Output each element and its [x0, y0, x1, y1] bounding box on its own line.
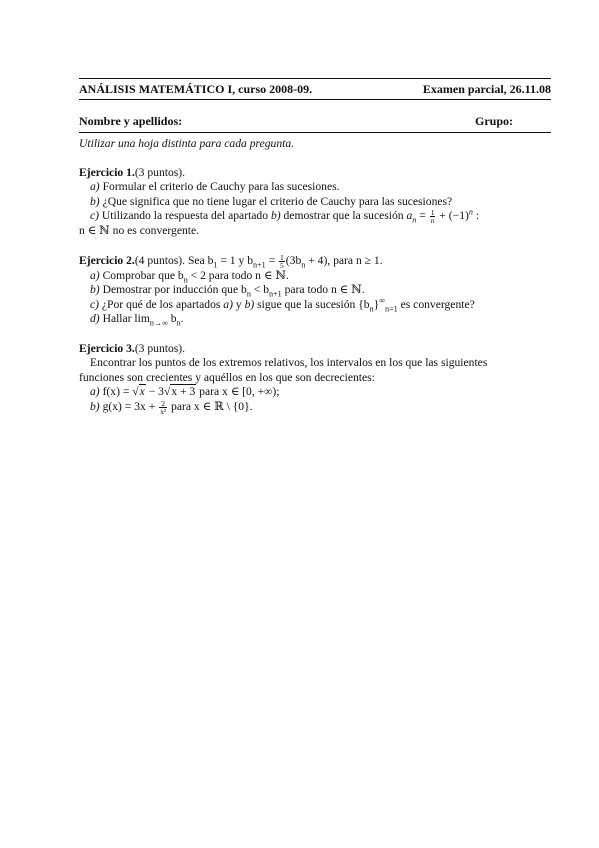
exercise-3-part-b [79, 400, 551, 415]
part-d-text: . [180, 312, 184, 325]
exercise-2-part-a [79, 269, 551, 284]
exercise-3-intro-line2: funciones son crecientes y aquéllos en los que son decrecientes: [79, 370, 375, 384]
fraction-denominator: x² [160, 406, 167, 416]
part-d-sub: n [176, 318, 181, 328]
fraction-numerator: 1 [430, 208, 435, 217]
part-c-sub: n=1 [385, 303, 398, 313]
fraction [159, 400, 167, 415]
group-label: Grupo: [474, 114, 513, 128]
part-a-text: < 2 para todo n ∈ ℕ. [187, 268, 289, 282]
fraction-denominator: 5 [280, 260, 284, 270]
course-title: ANÁLISIS MATEMÁTICO I, curso 2008-09. [79, 82, 313, 96]
part-b-letter: b) [90, 194, 100, 208]
part-a-text: − 3√ [145, 385, 171, 398]
part-b-text: < b [250, 283, 270, 296]
exercise-3-title: Ejercicio 3. [79, 341, 135, 355]
part-d-text: Hallar lim [99, 312, 150, 325]
formula-exponent: n [468, 207, 473, 217]
exercise-2 [79, 254, 551, 327]
exercise-3-intro-line1 [79, 356, 551, 371]
exam-content [79, 78, 551, 415]
exam-date: Examen parcial, 26.11.08 [422, 82, 551, 96]
part-c-text: Utilizando la respuesta del apartado [99, 209, 271, 223]
sqrt-radicand: x [139, 385, 145, 398]
part-a-letter: a) [90, 180, 100, 193]
exercise-2-title: Ejercicio 2. [79, 253, 135, 267]
name-row [79, 100, 551, 132]
exercise-2-heading [79, 254, 551, 269]
part-c-text: es convergente? [397, 297, 475, 311]
fraction-numerator: 2 [159, 400, 167, 408]
intro-sub: n [301, 259, 306, 269]
part-c-text: y [232, 297, 245, 311]
exercise-1-part-a [79, 180, 551, 195]
part-b-sub: n+1 [269, 289, 282, 299]
part-b-sub: n [246, 289, 251, 299]
exercise-3-part-a [79, 385, 551, 400]
intro-text: Sea b [185, 253, 214, 267]
part-c-reference: a) [223, 297, 233, 311]
part-b-text: ¿Que significa que no tiene lugar el criterio de Cauchy para las sucesiones? [99, 194, 453, 208]
exercise-1-part-c [79, 209, 551, 224]
part-c-letter: c) [90, 209, 100, 223]
exercise-3-points: (3 puntos). [134, 341, 186, 355]
bottom-rule [79, 132, 551, 133]
part-a-text: para x ∈ [0, +∞); [196, 385, 280, 398]
part-c-reference: b) [244, 297, 255, 311]
part-a-sub: n [183, 274, 188, 284]
part-d-text: b [167, 312, 177, 325]
part-a-letter: a) [90, 268, 100, 282]
exercise-2-points: (4 puntos). [134, 253, 186, 267]
formula-colon: : [472, 209, 480, 223]
part-b-text: g(x) = 3x + [99, 399, 159, 413]
part-b-text: Demostrar por inducción que b [99, 283, 247, 296]
part-b-letter: b) [90, 399, 100, 413]
exercise-3 [79, 342, 551, 415]
formula-sub: n [412, 215, 417, 225]
intro-sub: 1 [213, 259, 218, 269]
fraction-denominator: n [430, 216, 435, 225]
sqrt-radicand: x + 3 [171, 385, 196, 398]
formula-a: a [406, 209, 413, 223]
part-c-letter: c) [90, 297, 100, 311]
part-d-sub: n→∞ [149, 318, 168, 328]
exercise-1-part-c-line2: n ∈ ℕ no es convergente. [79, 224, 200, 237]
part-a-text: Formular el criterio de Cauchy para las sucesiones. [99, 180, 340, 193]
part-c-text: demostrar que la sucesión [280, 209, 407, 223]
part-a-text: f(x) = √ [99, 385, 139, 398]
formula-eq: = [416, 209, 429, 223]
intro-text: + 4), para n ≥ 1. [305, 253, 383, 267]
part-c-sup: ∞ [379, 295, 386, 305]
part-b-text: para todo n ∈ ℕ. [281, 283, 365, 296]
part-c-text: ¿Por qué de los apartados [99, 297, 224, 311]
part-b-letter: b) [90, 283, 100, 296]
intro-sub: n+1 [253, 259, 266, 269]
part-d-letter: d) [90, 312, 100, 325]
exercise-2-part-d [79, 312, 551, 327]
part-c-text: } [373, 297, 380, 311]
exercise-1-part-b [79, 195, 551, 210]
intro-text: Encontrar los puntos de los extremos relativos, los intervalos en los que las siguientes [90, 356, 488, 369]
instruction: Utilizar una hoja distinta para cada pregunta. [79, 137, 295, 150]
fraction [279, 254, 285, 269]
part-a-letter: a) [90, 385, 100, 398]
exercise-1 [79, 166, 551, 239]
name-label: Nombre y apellidos: [79, 114, 183, 128]
exercise-1-points: (3 puntos). [134, 165, 186, 179]
header-row [79, 79, 551, 99]
formula-rest: + (−1) [436, 209, 469, 223]
fraction-numerator: 1 [280, 252, 284, 262]
exercise-2-part-c [79, 295, 551, 313]
part-c-sub: n [369, 303, 374, 313]
exercise-2-part-b [79, 283, 551, 298]
part-a-text: Comprobar que b [99, 268, 184, 282]
exercise-3-heading [79, 342, 551, 357]
exercise-1-title: Ejercicio 1. [79, 165, 135, 179]
fraction [430, 209, 436, 224]
part-c-text: sigue que la sucesión {b [254, 297, 370, 311]
intro-text: (3b [285, 253, 302, 267]
intro-text: = 1 y b [217, 253, 253, 267]
part-c-reference: b) [270, 209, 281, 223]
intro-text: = [265, 253, 279, 267]
part-b-text: para x ∈ ℝ \ {0}. [168, 399, 253, 413]
exercise-1-heading [79, 166, 551, 181]
